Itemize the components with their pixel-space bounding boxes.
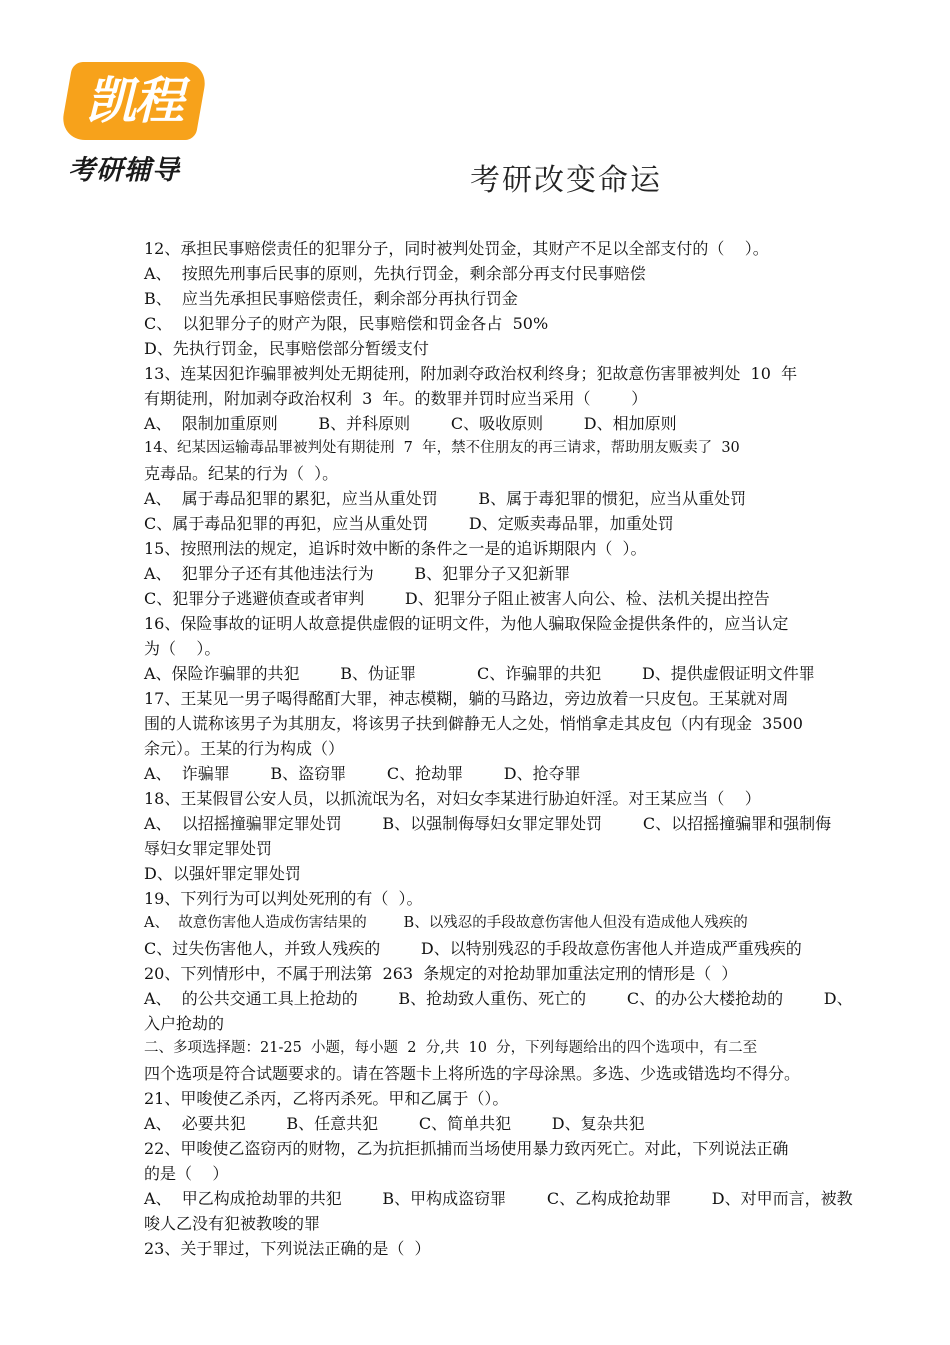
text-line: A、 必要共犯 B、任意共犯 C、简单共犯 D、复杂共犯	[144, 1114, 645, 1133]
text-line: D、先执行罚金，民事赔偿部分暂缓支付	[144, 339, 429, 358]
logo-text: 凯程	[86, 72, 182, 130]
text-line: A、 诈骗罪 B、盗窃罪 C、抢劫罪 D、抢夺罪	[144, 764, 581, 783]
text-line: D、以强奸罪定罪处罚	[144, 864, 301, 883]
logo-subtitle: 考研辅导	[68, 155, 180, 186]
text-line: 四个选项是符合试题要求的。请在答题卡上将所选的字母涂黑。多选、少选或错选均不得分。	[144, 1064, 801, 1083]
text-line: C、犯罪分子逃避侦查或者审判 D、犯罪分子阻止被害人向公、检、法机关提出控告	[144, 589, 770, 608]
page-slogan: 考研改变命运	[470, 163, 662, 198]
text-line: 22、甲唆使乙盗窃丙的财物，乙为抗拒抓捕而当场使用暴力致丙死亡。对此，下列说法正确	[144, 1139, 789, 1158]
text-line: 围的人谎称该男子为其朋友，将该男子扶到僻静无人之处，悄悄拿走其皮包（内有现金 3500	[144, 714, 803, 733]
text-line: A、 按照先刑事后民事的原则，先执行罚金，剩余部分再支付民事赔偿	[144, 264, 646, 283]
text-line: A、 故意伤害他人造成伤害结果的 B、以残忍的手段故意伤害他人但没有造成他人残疾的	[144, 915, 748, 931]
text-line: 13、连某因犯诈骗罪被判处无期徒刑，附加剥夺政治权利终身；犯故意伤害罪被判处 10 年	[144, 364, 798, 383]
text-line: C、属于毒品犯罪的再犯，应当从重处罚 D、定贩卖毒品罪，加重处罚	[144, 514, 674, 533]
question-body	[144, 236, 904, 1261]
text-line: A、 犯罪分子还有其他违法行为 B、犯罪分子又犯新罪	[144, 564, 571, 583]
text-line: 二、多项选择题：21-25 小题，每小题 2 分,共 10 分，下列每题给出的四个选项中，有二至	[144, 1040, 758, 1056]
text-line: 12、承担民事赔偿责任的犯罪分子，同时被判处罚金，其财产不足以全部支付的（ ）。	[144, 239, 769, 258]
text-line: 有期徒刑，附加剥夺政治权利 3 年。的数罪并罚时应当采用（ ）	[144, 389, 648, 408]
text-line: A、 甲乙构成抢劫罪的共犯 B、甲构成盗窃罪 C、乙构成抢劫罪 D、对甲而言，被教	[144, 1189, 853, 1208]
text-line: 唆人乙没有犯被教唆的罪	[144, 1214, 321, 1233]
text-line: 15、按照刑法的规定，追诉时效中断的条件之一是的追诉期限内（ ）。	[144, 539, 647, 558]
text-line: A、保险诈骗罪的共犯 B、伪证罪 C、诈骗罪的共犯 D、提供虚假证明文件罪	[144, 664, 815, 683]
text-line: 14、纪某因运输毒品罪被判处有期徒刑 7 年，禁不住朋友的再三请求，帮助朋友贩卖了 30	[144, 440, 740, 456]
text-line: A、 限制加重原则 B、并科原则 C、吸收原则 D、相加原则	[144, 414, 677, 433]
text-line: A、 的公共交通工具上抢劫的 B、抢劫致人重伤、死亡的 C、的办公大楼抢劫的 D、	[144, 989, 853, 1008]
text-line: A、 以招摇撞骗罪定罪处罚 B、以强制侮辱妇女罪定罪处罚 C、以招摇撞骗罪和强制侮	[144, 814, 832, 833]
text-line: 21、甲唆使乙杀丙，乙将丙杀死。甲和乙属于（）。	[144, 1089, 509, 1108]
text-line: 克毒品。纪某的行为（ ）。	[144, 464, 339, 483]
text-line: 余元）。王某的行为构成（）	[144, 739, 345, 758]
text-line: C、 以犯罪分子的财产为限，民事赔偿和罚金各占 50%	[144, 314, 549, 333]
text-line: 17、王某见一男子喝得酩酊大罪，神志模糊，躺的马路边，旁边放着一只皮包。王某就对周	[144, 689, 789, 708]
text-line: 19、下列行为可以判处死刑的有（ ）。	[144, 889, 423, 908]
text-line: 入户抢劫的	[144, 1014, 225, 1033]
text-line: B、 应当先承担民事赔偿责任，剩余部分再执行罚金	[144, 289, 518, 308]
text-line: 为（ ）。	[144, 639, 221, 658]
text-line: 辱妇女罪定罪处罚	[144, 839, 273, 858]
text-line: C、过失伤害他人，并致人残疾的 D、以特别残忍的手段故意伤害他人并造成严重残疾的	[144, 939, 802, 958]
text-line: 20、下列情形中，不属于刑法第 263 条规定的对抢劫罪加重法定刑的情形是（ ）	[144, 964, 738, 983]
text-line: A、 属于毒品犯罪的累犯，应当从重处罚 B、属于毒犯罪的惯犯，应当从重处罚	[144, 489, 747, 508]
text-line: 23、关于罪过，下列说法正确的是（ ）	[144, 1239, 431, 1258]
text-line: 16、保险事故的证明人故意提供虚假的证明文件，为他人骗取保险金提供条件的，应当认定	[144, 614, 789, 633]
text-line: 的是（ ）	[144, 1164, 229, 1183]
logo	[62, 62, 212, 187]
text-line: 18、王某假冒公安人员，以抓流氓为名，对妇女李某进行胁迫奸淫。对王某应当（ ）	[144, 789, 761, 808]
